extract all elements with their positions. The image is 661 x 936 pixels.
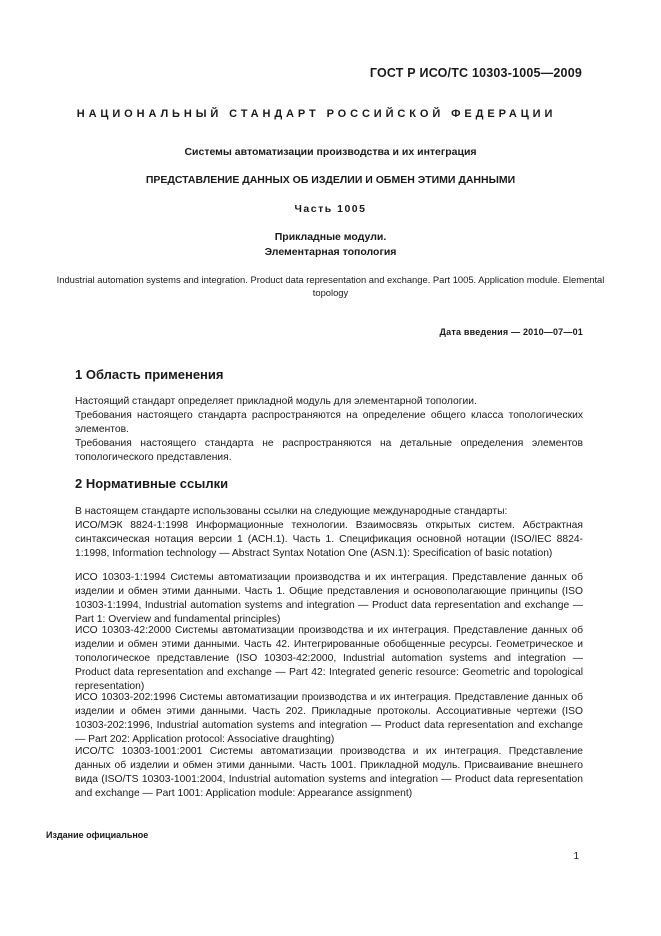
reference-item: ИСО/ТС 10303-1001:2001 Системы автоматизации производства и их интеграция. Представление данных об изделии и обмен этими данными. Часть 1001. Прикладной модуль. Присваивание внешнего вида (ISO/TS 10303-1001:2004, Industrial automation systems and integration — Product data representation and exchange — Part 1001: Application module: Appearance assignment): [75, 746, 583, 799]
national-standard-heading: НАЦИОНАЛЬНЫЙ СТАНДАРТ РОССИЙСКОЙ ФЕДЕРАЦИИ: [76, 108, 557, 120]
reference-item: ИСО 10303-202:1996 Системы автоматизации производства и их интеграция. Представление данных об изделии и обмен этими данными. Часть 202. Прикладные протоколы. Ассоциативные чертежи (ISO 10303-202:1996, Industrial automation systems and integration — Product data representation and exchange — Part 202: Application protocol: Associative draughting): [75, 692, 583, 745]
section-1-paragraph-3: Требования настоящего стандарта не распространяются на детальные определения элементов топологического представления.: [75, 438, 583, 463]
reference-item: ИСО 10303-1:1994 Системы автоматизации производства и их интеграция. Представление данных об изделии и обмен этими данными. Часть 1. Общие представления и основополагающие принципы (ISO 10303-1:1994, Industrial automation systems and integration — Product data representation and exchange — Part 1: Overview and fundamental principles): [75, 572, 583, 625]
page-number: 1: [573, 851, 579, 862]
section-2-intro: В настоящем стандарте использованы ссылки на следующие международные стандарты:: [75, 506, 508, 517]
document-code: ГОСТ Р ИСО/ТС 10303-1005—2009: [369, 66, 582, 80]
subtitle-line-1: Прикладные модули.: [274, 231, 387, 243]
introduction-date: Дата введения — 2010—07—01: [439, 327, 583, 337]
section-1-heading: 1 Область применения: [75, 367, 224, 382]
part-number: Часть 1005: [294, 203, 367, 215]
title-line-2: ПРЕДСТАВЛЕНИЕ ДАННЫХ ОБ ИЗДЕЛИИ И ОБМЕН ЭТИМИ ДАННЫМИ: [145, 174, 516, 186]
official-edition-label: Издание официальное: [46, 830, 149, 840]
reference-item: ИСО/МЭК 8824-1:1998 Информационные технологии. Взаимосвязь открытых систем. Абстрактная синтаксическая нотация версии 1 (АСН.1). Часть 1. Спецификация основной нотации (ISO/IEC 8824-1:1998, Information technology — Abstract Syntax Notation One (ASN.1): Specification of basic notation): [75, 520, 583, 559]
title-line-1: Системы автоматизации производства и их интеграция: [184, 146, 477, 158]
english-title: Industrial automation systems and integration. Product data representation and exchange. Part 1005. Application module. Elemental topology: [56, 274, 605, 298]
section-1-paragraph-1: Настоящий стандарт определяет прикладной модуль для элементарной топологии.: [75, 396, 477, 407]
reference-item: ИСО 10303-42:2000 Системы автоматизации производства и их интеграция. Представление данных об изделии и обмен этими данными. Часть 42. Интегрированные обобщенные ресурсы. Геометрическое и топологическое представление (ISO 10303-42:2000, Industrial automation systems and integration — Product data representation and exchange — Part 42: Integrated generic resource: Geometric and topological representation): [75, 625, 583, 692]
section-1-paragraph-2: Требования настоящего стандарта распространяются на определение общего класса топологических элементов.: [75, 410, 583, 435]
section-2-heading: 2 Нормативные ссылки: [75, 476, 229, 491]
subtitle-line-2: Элементарная топология: [264, 246, 397, 258]
